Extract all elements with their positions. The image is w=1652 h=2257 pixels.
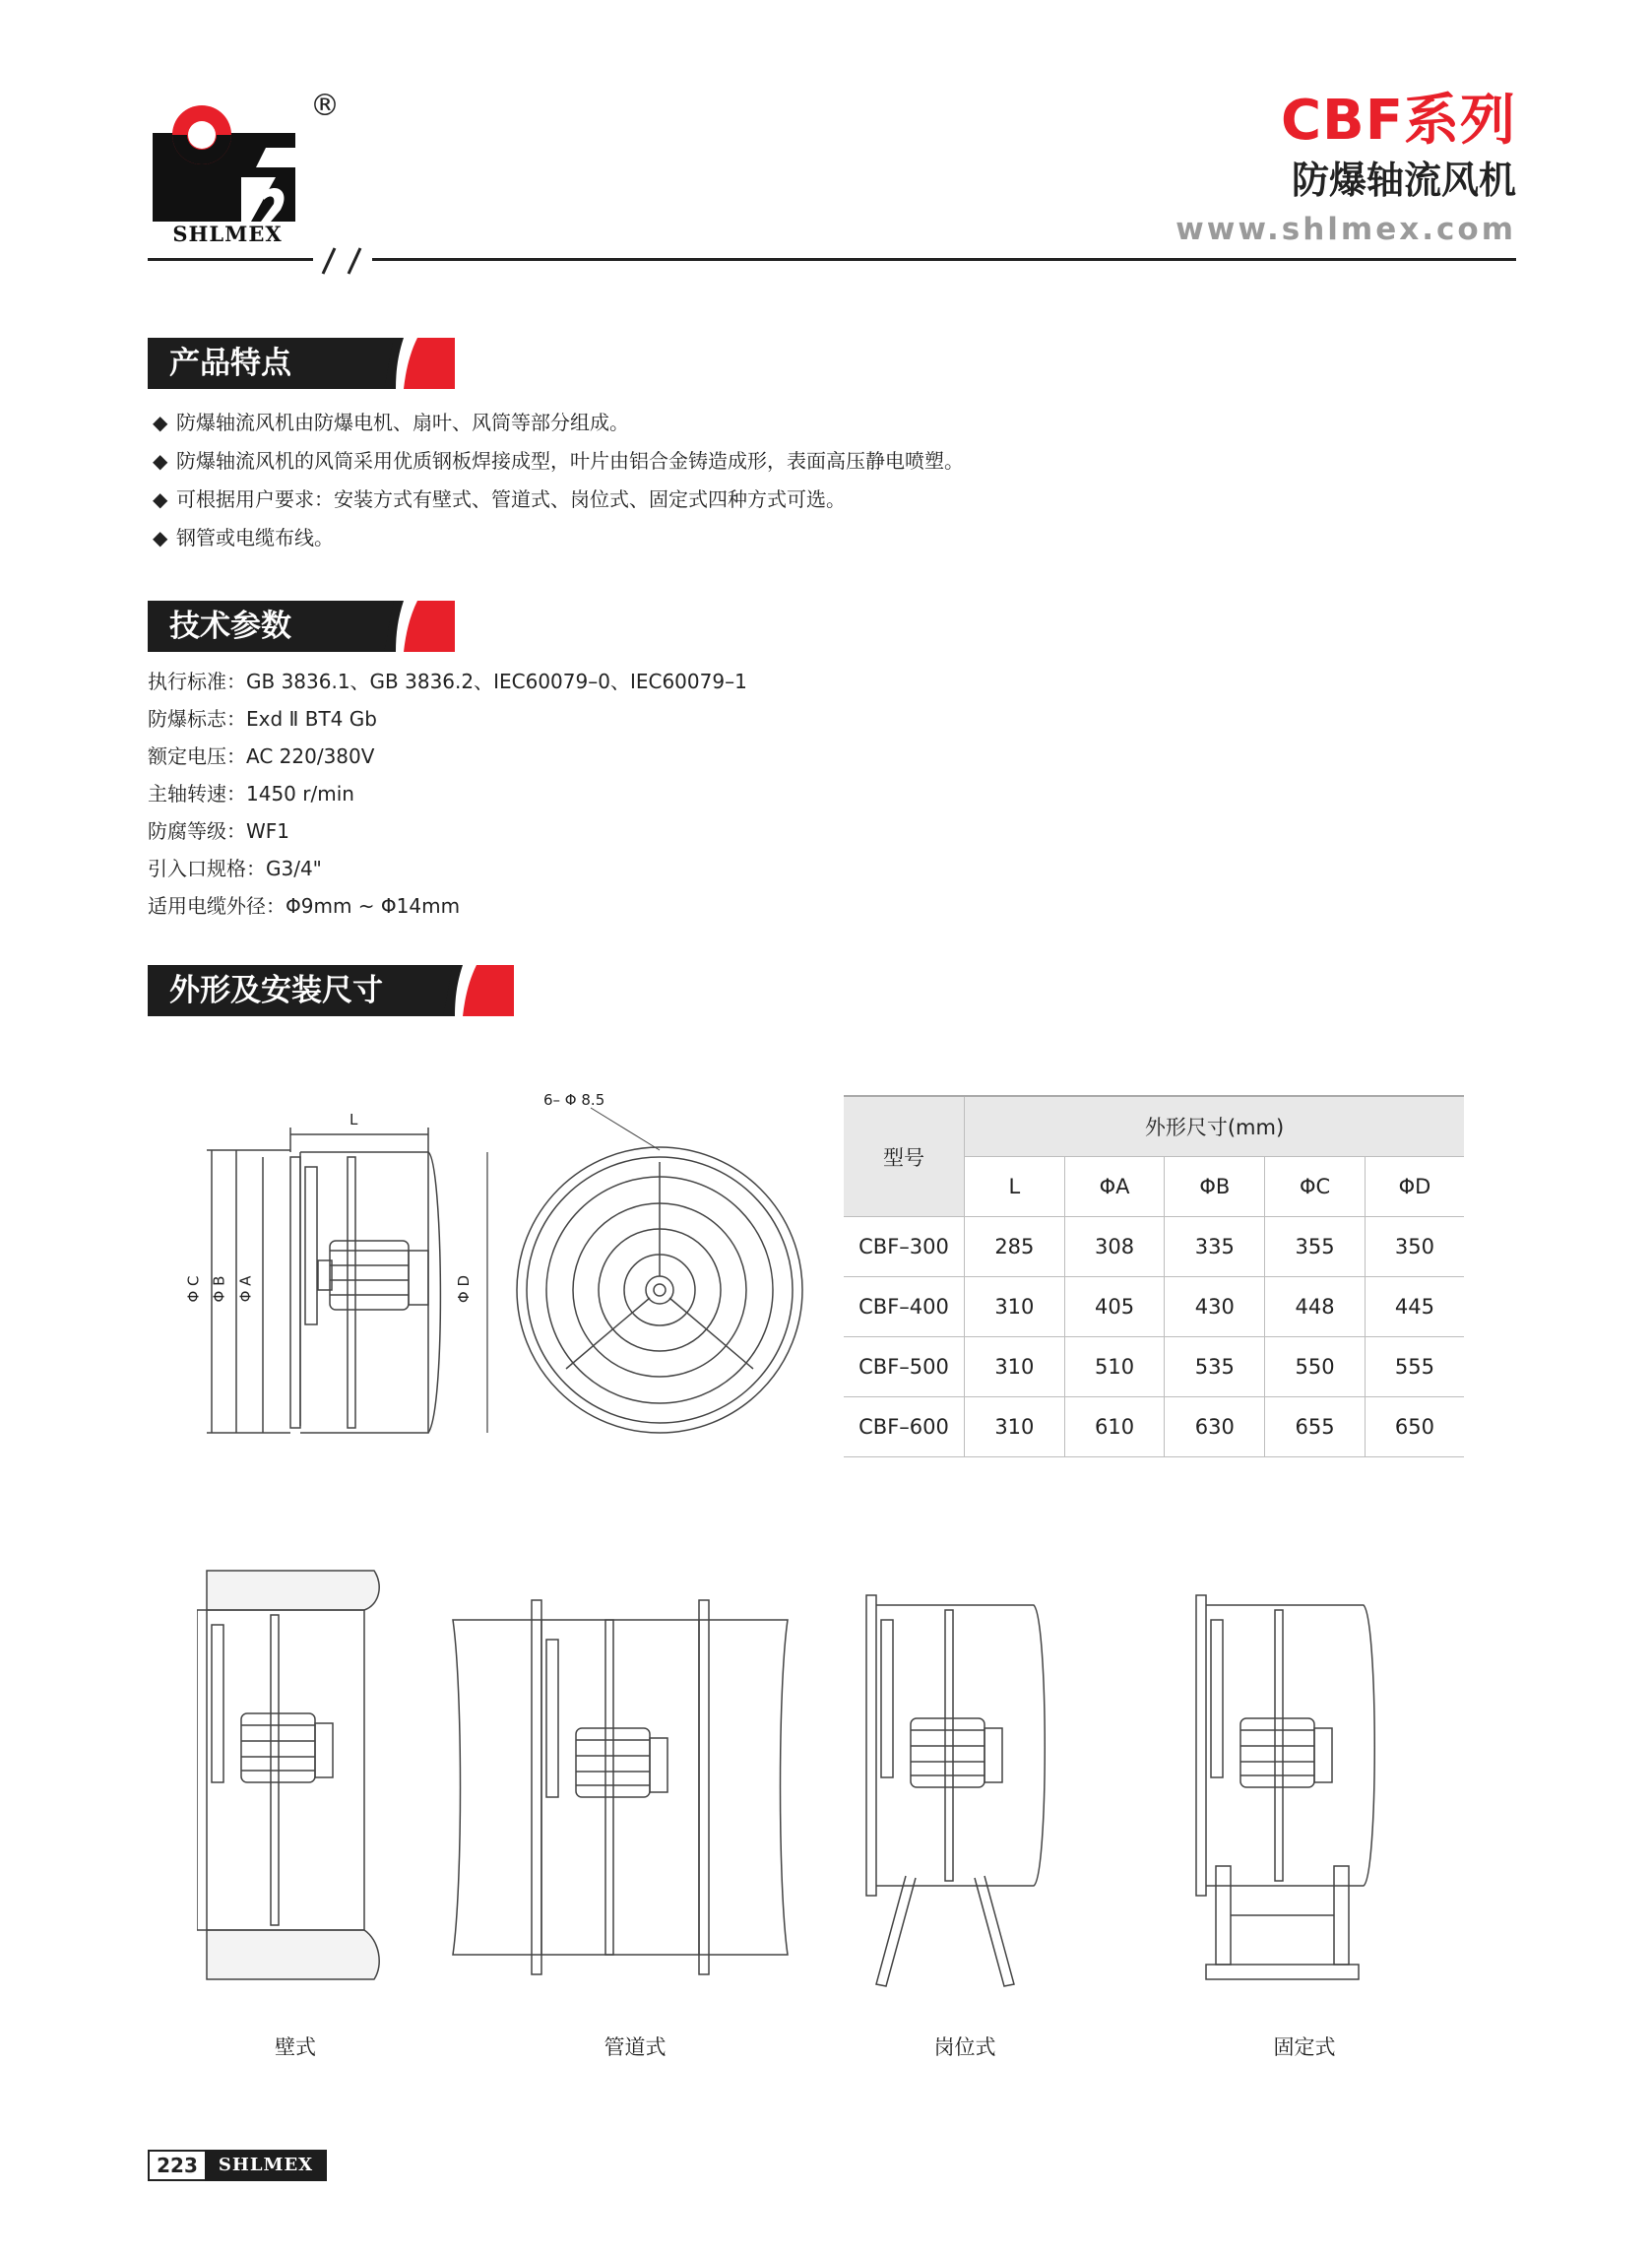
table-cell: 405: [1064, 1277, 1165, 1337]
bullet-icon: ◆: [153, 449, 168, 473]
table-cell: 655: [1265, 1397, 1366, 1457]
table-cell: 335: [1165, 1217, 1265, 1277]
spec-row: 执行标准：GB 3836.1、GB 3836.2、IEC60079–0、IEC60079–1: [148, 670, 747, 693]
bullet-icon: ◆: [153, 487, 168, 511]
table-cell: 285: [965, 1217, 1065, 1277]
feature-item: ◆ 可根据用户要求：安装方式有壁式、管道式、岗位式、固定式四种方式可选。: [153, 487, 846, 511]
table-cell: 445: [1365, 1277, 1464, 1337]
dimensions-table: [844, 1095, 1464, 1457]
logo-wordmark: SHLMEX: [172, 222, 283, 246]
table-cell: 310: [965, 1277, 1065, 1337]
spec-row: 适用电缆外径：Φ9mm ~ Φ14mm: [148, 894, 461, 918]
section-accent-icon: [384, 601, 455, 652]
dim-label-phi-a: Φ A: [236, 1275, 255, 1303]
section-accent-icon: [384, 338, 455, 389]
bullet-icon: ◆: [153, 526, 168, 549]
table-cell: 650: [1365, 1397, 1464, 1457]
company-logo: [148, 89, 340, 266]
caption-post-mount: 岗位式: [933, 2035, 996, 2059]
wall-mount-drawing: [197, 1566, 394, 1989]
table-row: [844, 1397, 1464, 1457]
table-row: [844, 1277, 1464, 1337]
table-row: [844, 1217, 1464, 1277]
section-header-dimensions: [148, 965, 512, 1016]
table-cell: 550: [1265, 1337, 1366, 1397]
section-header-features: [148, 338, 453, 389]
table-header-col: ΦA: [1064, 1157, 1165, 1217]
spec-row: 主轴转速：1450 r/min: [148, 782, 354, 806]
caption-fixed-mount: 固定式: [1273, 2035, 1336, 2059]
table-header-col: ΦC: [1265, 1157, 1366, 1217]
table-cell: 308: [1064, 1217, 1165, 1277]
table-cell: 510: [1064, 1337, 1165, 1397]
dim-label-phi-b: Φ B: [210, 1275, 228, 1303]
bullet-icon: ◆: [153, 411, 168, 434]
dim-label-phi-c: Φ C: [184, 1275, 203, 1303]
table-header-group: 外形尺寸(mm): [965, 1096, 1465, 1157]
table-cell: 555: [1365, 1337, 1464, 1397]
table-cell-model: CBF–500: [844, 1337, 965, 1397]
footer-brand: SHLMEX: [205, 2150, 327, 2181]
table-cell: 630: [1165, 1397, 1265, 1457]
table-cell: 610: [1064, 1397, 1165, 1457]
feature-item: ◆ 钢管或电缆布线。: [153, 526, 334, 549]
fan-side-view-drawing: [184, 1111, 507, 1438]
series-title: CBF系列: [1280, 89, 1516, 153]
registered-mark: ®: [310, 89, 340, 123]
table-cell-model: CBF–300: [844, 1217, 965, 1277]
section-title-dimensions: 外形及安装尺寸: [148, 965, 455, 1016]
fan-front-view-drawing: [512, 1093, 817, 1443]
spec-row: 防腐等级：WF1: [148, 819, 290, 843]
section-accent-icon: [443, 965, 514, 1016]
duct-mount-drawing: [448, 1590, 793, 1989]
caption-duct-mount: 管道式: [604, 2035, 667, 2059]
product-name: 防爆轴流风机: [1291, 159, 1516, 202]
section-title-features: 产品特点: [148, 338, 396, 389]
table-row: [844, 1337, 1464, 1397]
spec-row: 额定电压：AC 220/380V: [148, 744, 375, 768]
page-number: 223: [148, 2150, 207, 2181]
table-cell-model: CBF–400: [844, 1277, 965, 1337]
table-cell: 448: [1265, 1277, 1366, 1337]
table-header-col: ΦD: [1365, 1157, 1464, 1217]
spec-row: 引入口规格：G3/4": [148, 857, 322, 880]
table-cell: 310: [965, 1337, 1065, 1397]
section-title-specs: 技术参数: [148, 601, 396, 652]
table-cell: 310: [965, 1397, 1065, 1457]
table-cell: 350: [1365, 1217, 1464, 1277]
feature-item: ◆ 防爆轴流风机由防爆电机、扇叶、风筒等部分组成。: [153, 411, 629, 434]
table-header-col: ΦB: [1165, 1157, 1265, 1217]
table-header-row: [844, 1096, 1464, 1157]
website-link[interactable]: www.shlmex.com: [1175, 212, 1516, 247]
table-cell: 535: [1165, 1337, 1265, 1397]
fixed-mount-drawing: [1186, 1580, 1383, 2004]
table-cell: 355: [1265, 1217, 1366, 1277]
table-cell: 430: [1165, 1277, 1265, 1337]
dim-label-length: L: [349, 1111, 358, 1128]
table-header-col: L: [965, 1157, 1065, 1217]
dim-label-holes: 6– Φ 8.5: [543, 1091, 605, 1109]
caption-wall-mount: 壁式: [275, 2035, 316, 2059]
table-cell-model: CBF–600: [844, 1397, 965, 1457]
section-header-specs: [148, 601, 453, 652]
header-divider-slashes: [313, 244, 372, 282]
post-mount-drawing: [857, 1580, 1053, 2004]
table-header-model: 型号: [844, 1096, 965, 1217]
dim-label-phi-d: Φ D: [455, 1274, 474, 1304]
feature-item: ◆ 防爆轴流风机的风筒采用优质钢板焊接成型，叶片由铝合金铸造成形，表面高压静电喷塑。: [153, 449, 964, 473]
spec-row: 防爆标志：Exd Ⅱ BT4 Gb: [148, 707, 377, 731]
